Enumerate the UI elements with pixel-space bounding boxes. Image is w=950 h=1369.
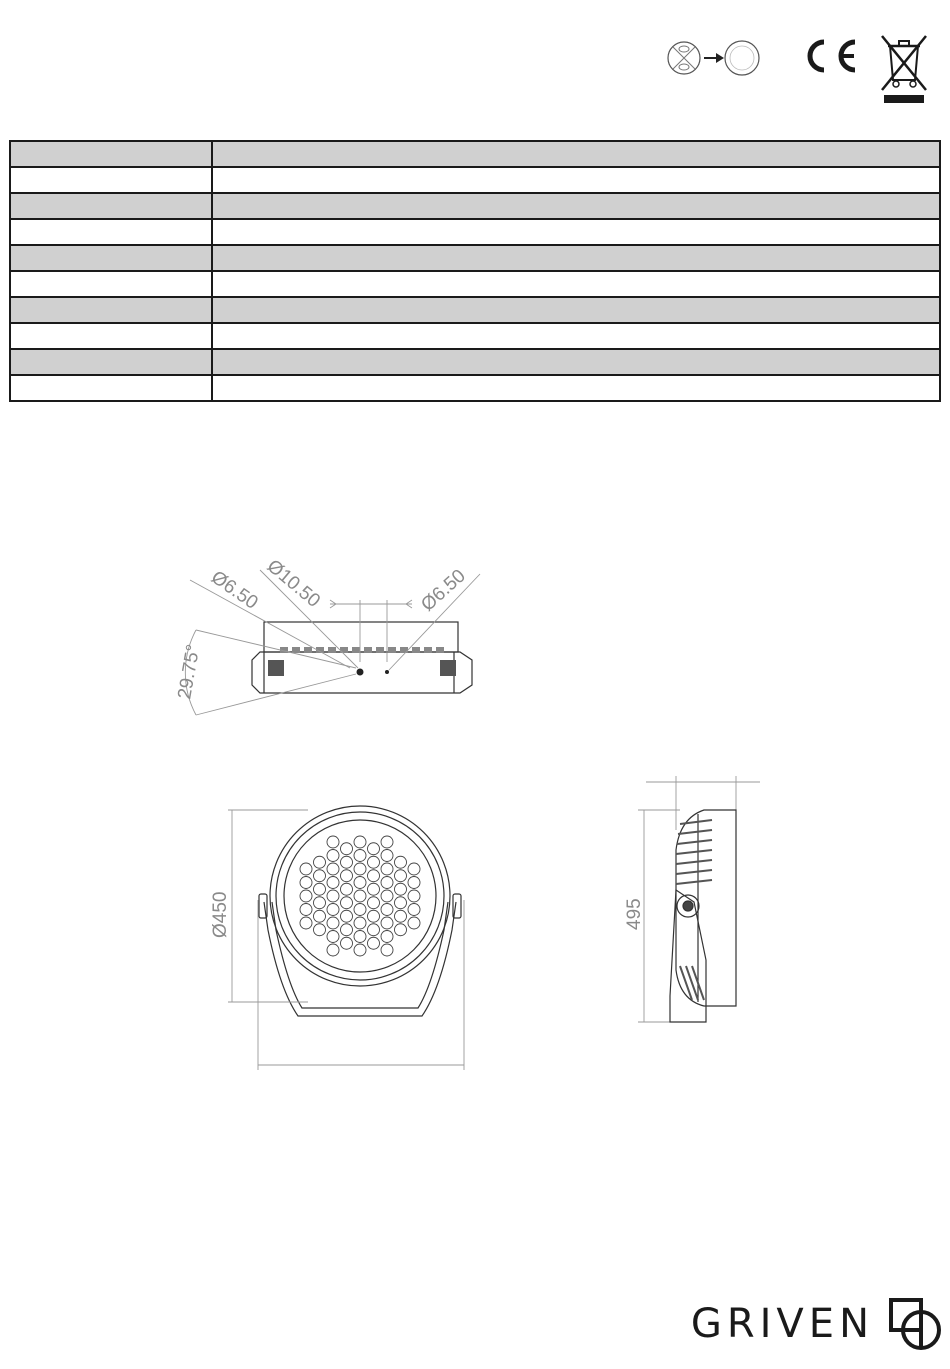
led-lens — [327, 931, 339, 943]
led-lens — [341, 897, 353, 909]
spec-value — [212, 219, 940, 245]
spec-value — [212, 271, 940, 297]
spec-label — [10, 297, 212, 323]
spec-row — [10, 193, 940, 219]
led-lens — [354, 863, 366, 875]
spec-value — [212, 193, 940, 219]
led-lens — [354, 836, 366, 848]
spec-label — [10, 271, 212, 297]
brand-logo — [691, 1297, 942, 1351]
spec-row — [10, 141, 940, 167]
led-lens — [354, 931, 366, 943]
led-lens — [381, 877, 393, 889]
led-lens — [300, 904, 312, 916]
led-lens — [368, 897, 380, 909]
led-lens — [341, 870, 353, 882]
led-lens — [381, 850, 393, 862]
led-lens — [395, 897, 407, 909]
weee-bin-icon — [878, 32, 930, 104]
brand-name: GRIVEN — [690, 1301, 874, 1347]
led-lens — [327, 850, 339, 862]
led-lens — [368, 856, 380, 868]
dim-hole-left: Ø6.50 — [207, 566, 262, 614]
led-lens — [300, 917, 312, 929]
led-lens — [368, 843, 380, 855]
led-lens — [314, 924, 326, 936]
led-lens — [314, 897, 326, 909]
top-view-drawing — [160, 550, 500, 730]
led-lens — [395, 870, 407, 882]
led-lens — [408, 904, 420, 916]
griven-logo-icon — [888, 1297, 942, 1351]
led-lens — [354, 904, 366, 916]
led-lens — [381, 931, 393, 943]
spec-value — [212, 245, 940, 271]
led-lens — [408, 917, 420, 929]
spec-row — [10, 167, 940, 193]
led-lens — [300, 863, 312, 875]
led-lens — [368, 870, 380, 882]
spec-value — [212, 375, 940, 401]
led-lens — [368, 883, 380, 895]
retrofit-lamp-icon — [664, 36, 764, 80]
led-lens — [354, 850, 366, 862]
led-lens — [381, 890, 393, 902]
spec-label — [10, 323, 212, 349]
led-lens — [327, 917, 339, 929]
spec-value — [212, 349, 940, 375]
spec-row — [10, 245, 940, 271]
led-lens — [354, 890, 366, 902]
led-lens — [327, 904, 339, 916]
spec-value — [212, 297, 940, 323]
led-lens — [354, 877, 366, 889]
spec-table — [9, 140, 941, 402]
led-lens — [314, 883, 326, 895]
spec-label — [10, 219, 212, 245]
spec-value — [212, 323, 940, 349]
spec-label — [10, 167, 212, 193]
led-lens — [327, 890, 339, 902]
spec-row — [10, 323, 940, 349]
led-lens — [314, 870, 326, 882]
spec-row — [10, 297, 940, 323]
led-lens — [341, 843, 353, 855]
dim-hole-right: Ø6.50 — [417, 565, 470, 616]
led-lens — [327, 944, 339, 956]
led-lens — [381, 944, 393, 956]
led-lens — [368, 910, 380, 922]
led-lens — [341, 924, 353, 936]
led-lens — [300, 877, 312, 889]
spec-row — [10, 375, 940, 401]
led-lens — [354, 944, 366, 956]
spec-label — [10, 141, 212, 167]
led-lens — [381, 917, 393, 929]
led-lens — [408, 863, 420, 875]
led-lens — [341, 883, 353, 895]
led-lens — [395, 924, 407, 936]
led-lens — [395, 856, 407, 868]
spec-label — [10, 193, 212, 219]
led-lens — [395, 910, 407, 922]
spec-value — [212, 167, 940, 193]
side-view-drawing — [620, 770, 780, 1040]
dim-hole-large: Ø10.50 — [262, 555, 325, 612]
led-lens — [381, 836, 393, 848]
spec-row — [10, 349, 940, 375]
led-lens — [408, 890, 420, 902]
dim-diameter: Ø450 — [210, 891, 231, 938]
led-lens — [395, 883, 407, 895]
led-lens — [341, 910, 353, 922]
led-lens — [314, 856, 326, 868]
led-lens — [354, 917, 366, 929]
led-lens — [341, 856, 353, 868]
spec-value — [212, 141, 940, 167]
dim-angle: 29.75° — [174, 642, 205, 701]
led-lens — [314, 910, 326, 922]
dim-height: 495 — [624, 898, 645, 930]
led-lens — [368, 937, 380, 949]
spec-row — [10, 271, 940, 297]
led-lens — [327, 836, 339, 848]
led-lens — [300, 890, 312, 902]
led-lens — [368, 924, 380, 936]
front-view-drawing — [190, 790, 480, 1080]
led-lens — [381, 863, 393, 875]
spec-label — [10, 375, 212, 401]
led-lens — [327, 877, 339, 889]
led-lens — [408, 877, 420, 889]
led-lens — [341, 937, 353, 949]
ce-mark-icon — [798, 36, 860, 76]
led-lens — [327, 863, 339, 875]
led-lens — [381, 904, 393, 916]
spec-label — [10, 245, 212, 271]
spec-label — [10, 349, 212, 375]
spec-row — [10, 219, 940, 245]
led-array — [300, 836, 420, 956]
